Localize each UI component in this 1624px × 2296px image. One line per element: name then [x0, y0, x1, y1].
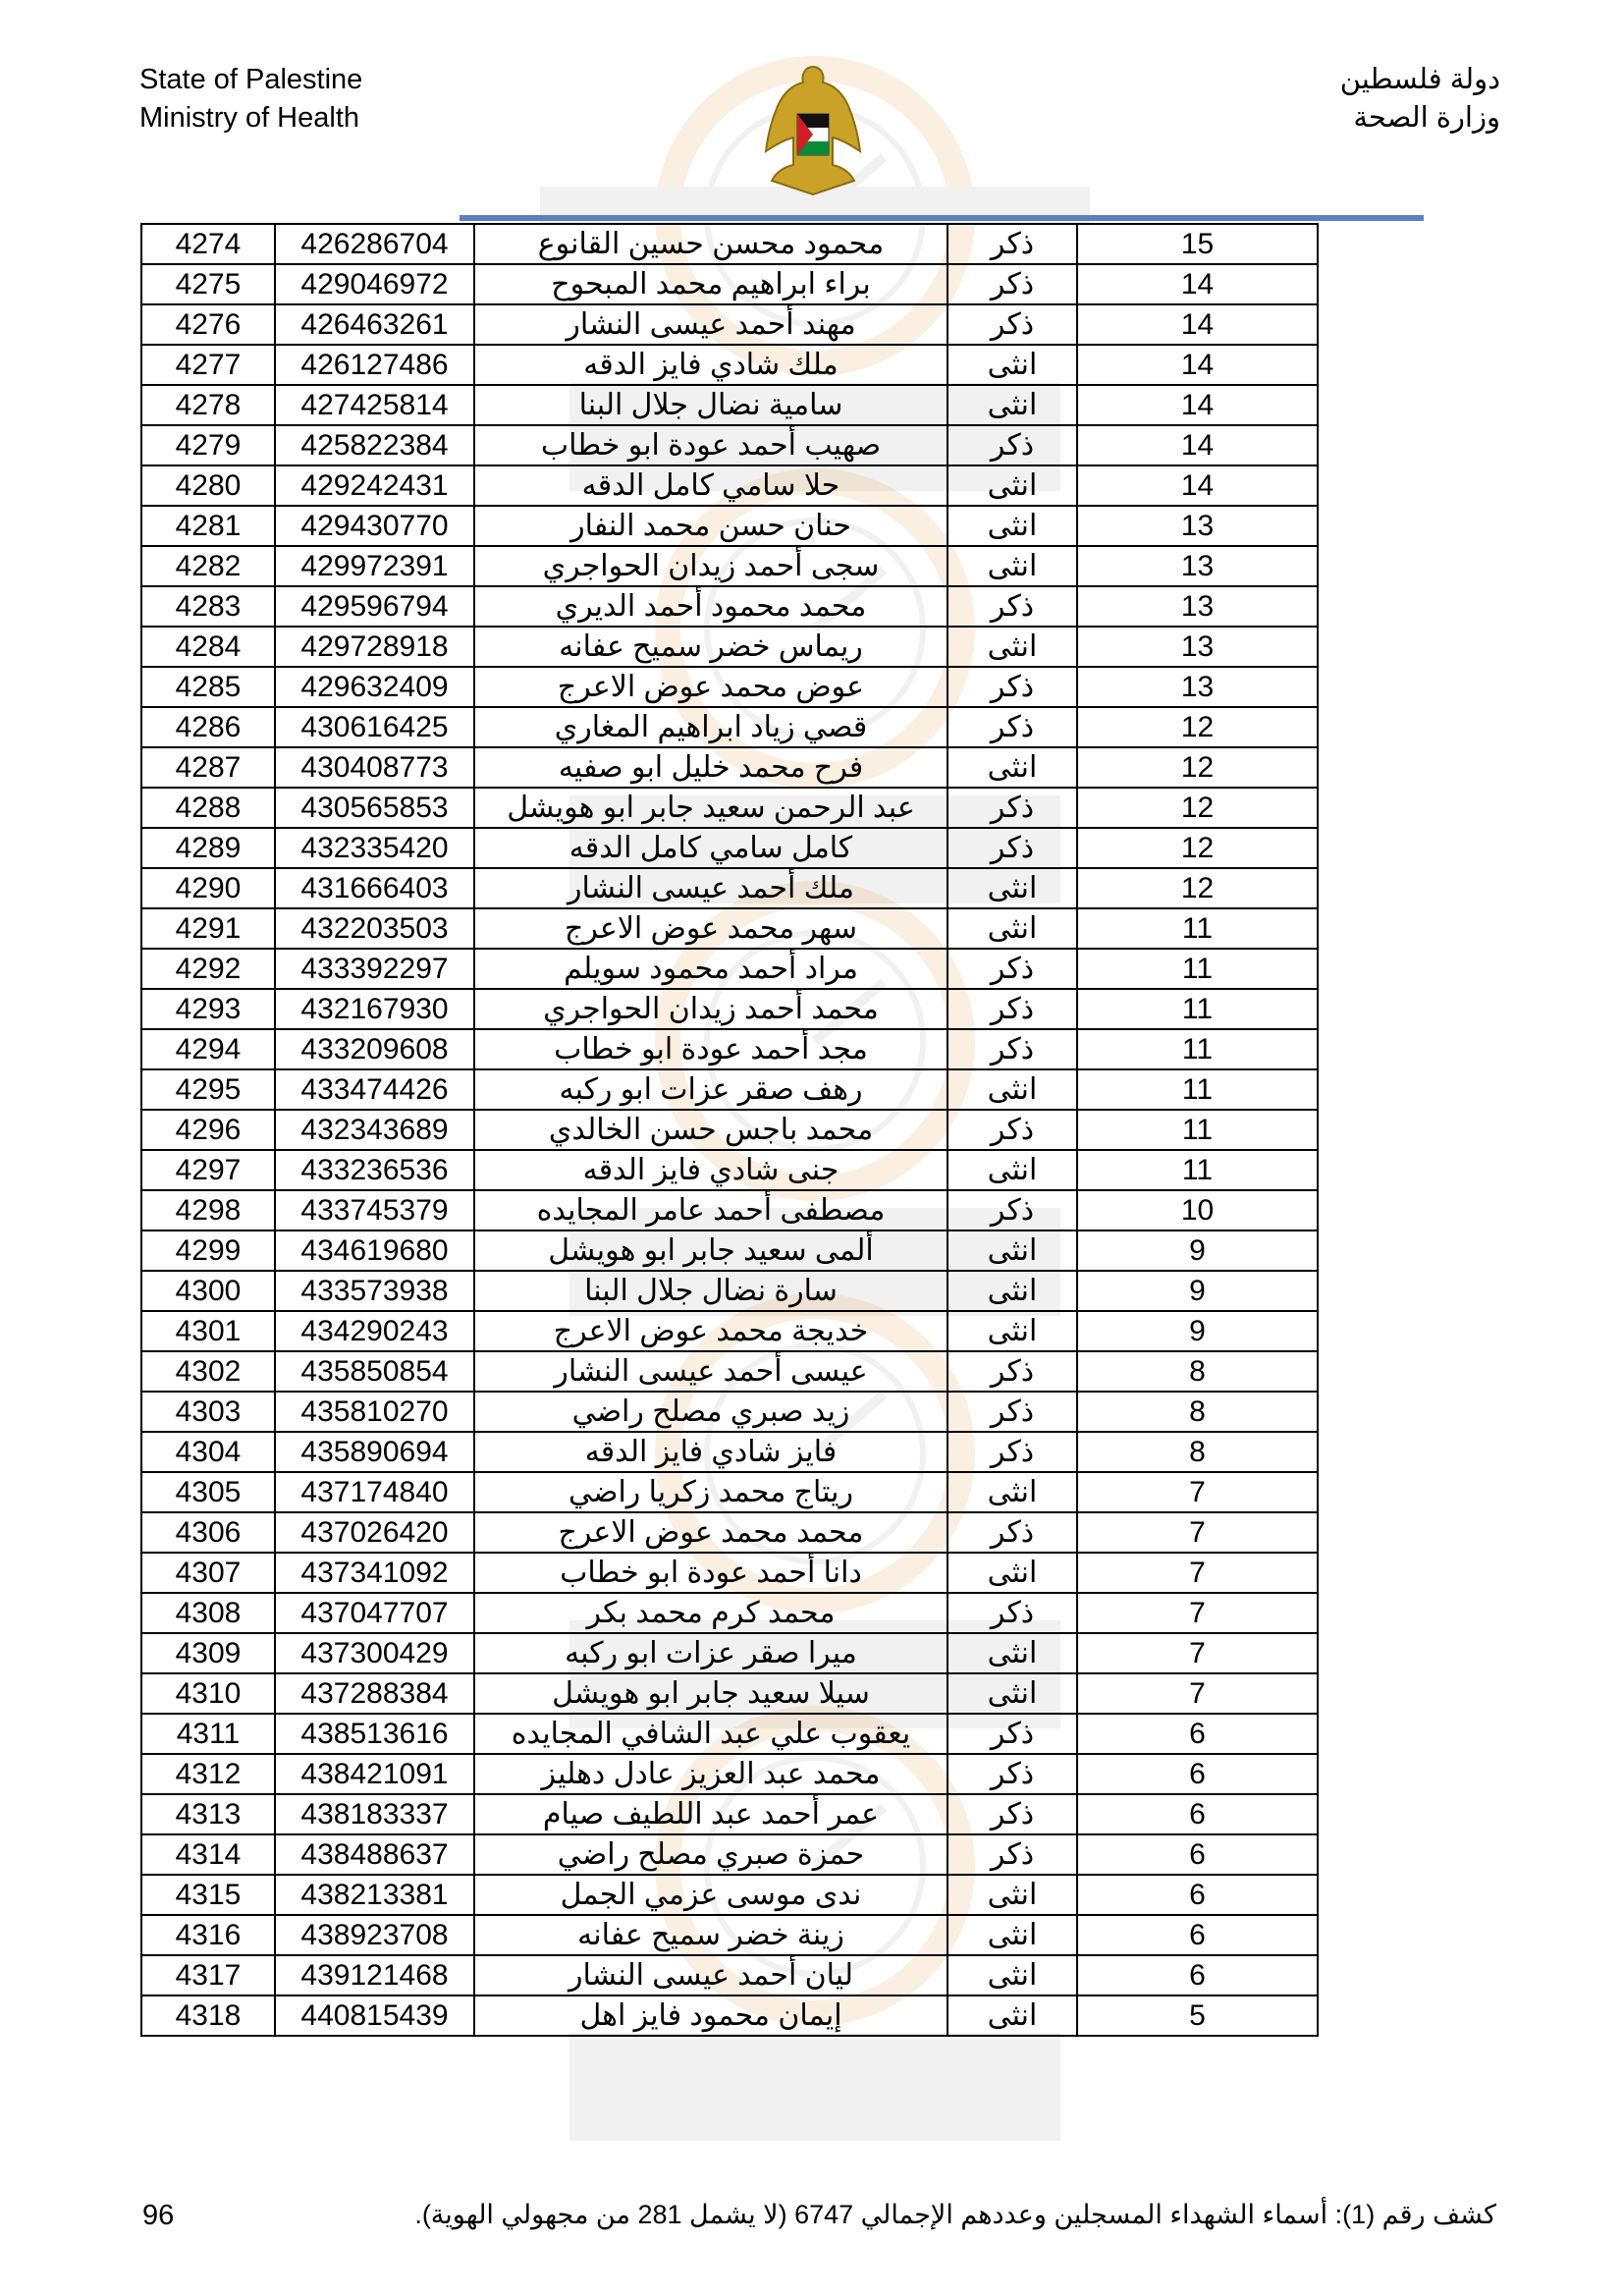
cell-name: ميرا صقر عزات ابو ركبه — [474, 1633, 947, 1673]
cell-serial: 4300 — [141, 1271, 275, 1311]
cell-serial: 4308 — [141, 1593, 275, 1633]
cell-age: 9 — [1077, 1311, 1318, 1351]
cell-id: 431666403 — [275, 868, 474, 908]
cell-gender: ذكر — [947, 788, 1077, 828]
cell-id: 433474426 — [275, 1069, 474, 1110]
cell-serial: 4297 — [141, 1150, 275, 1190]
cell-id: 427425814 — [275, 385, 474, 425]
table-row — [141, 1834, 1318, 1875]
cell-age: 12 — [1077, 868, 1318, 908]
cell-age: 7 — [1077, 1593, 1318, 1633]
eagle-emblem-icon — [754, 57, 872, 204]
cell-id: 432203503 — [275, 908, 474, 949]
cell-serial: 4311 — [141, 1714, 275, 1754]
table-row — [141, 385, 1318, 425]
cell-gender: انثى — [947, 465, 1077, 506]
cell-gender: ذكر — [947, 304, 1077, 345]
cell-id: 425822384 — [275, 425, 474, 465]
cell-age: 14 — [1077, 304, 1318, 345]
table-row — [141, 1271, 1318, 1311]
cell-id: 429242431 — [275, 465, 474, 506]
cell-gender: ذكر — [947, 1190, 1077, 1230]
cell-name: يعقوب علي عبد الشافي المجايده — [474, 1714, 947, 1754]
cell-id: 432167930 — [275, 989, 474, 1029]
cell-id: 433573938 — [275, 1271, 474, 1311]
cell-id: 437341092 — [275, 1553, 474, 1593]
cell-age: 7 — [1077, 1633, 1318, 1673]
cell-gender: ذكر — [947, 828, 1077, 868]
cell-serial: 4309 — [141, 1633, 275, 1673]
cell-gender: انثى — [947, 908, 1077, 949]
cell-gender: انثى — [947, 506, 1077, 546]
cell-serial: 4318 — [141, 1995, 275, 2036]
cell-gender: انثى — [947, 1553, 1077, 1593]
cell-age: 11 — [1077, 989, 1318, 1029]
table-row — [141, 627, 1318, 667]
cell-id: 437300429 — [275, 1633, 474, 1673]
cell-serial: 4314 — [141, 1834, 275, 1875]
cell-id: 438513616 — [275, 1714, 474, 1754]
cell-name: براء ابراهيم محمد المبحوح — [474, 264, 947, 304]
table-row — [141, 788, 1318, 828]
cell-id: 434619680 — [275, 1230, 474, 1271]
cell-name: حنان حسن محمد النفار — [474, 506, 947, 546]
cell-age: 6 — [1077, 1915, 1318, 1955]
cell-serial: 4312 — [141, 1754, 275, 1794]
cell-name: كامل سامي كامل الدقه — [474, 828, 947, 868]
cell-name: مصطفى أحمد عامر المجايده — [474, 1190, 947, 1230]
cell-gender: انثى — [947, 1955, 1077, 1995]
cell-id: 426286704 — [275, 224, 474, 264]
cell-id: 432335420 — [275, 828, 474, 868]
cell-age: 8 — [1077, 1351, 1318, 1392]
cell-name: ليان أحمد عيسى النشار — [474, 1955, 947, 1995]
cell-name: حمزة صبري مصلح راضي — [474, 1834, 947, 1875]
table-row — [141, 1593, 1318, 1633]
cell-age: 13 — [1077, 546, 1318, 586]
martyrs-table — [140, 223, 1319, 2037]
cell-age: 7 — [1077, 1553, 1318, 1593]
cell-gender: انثى — [947, 1875, 1077, 1915]
table-row — [141, 949, 1318, 989]
table-row — [141, 506, 1318, 546]
cell-gender: انثى — [947, 1915, 1077, 1955]
cell-name: زينة خضر سميح عفانه — [474, 1915, 947, 1955]
cell-age: 14 — [1077, 264, 1318, 304]
cell-name: حلا سامي كامل الدقه — [474, 465, 947, 506]
cell-id: 437174840 — [275, 1472, 474, 1512]
cell-serial: 4286 — [141, 707, 275, 747]
cell-serial: 4284 — [141, 627, 275, 667]
cell-age: 6 — [1077, 1875, 1318, 1915]
cell-name: مجد أحمد عودة ابو خطاب — [474, 1029, 947, 1069]
table-row — [141, 465, 1318, 506]
cell-name: ملك أحمد عيسى النشار — [474, 868, 947, 908]
cell-gender: ذكر — [947, 1834, 1077, 1875]
cell-name: سيلا سعيد جابر ابو هويشل — [474, 1673, 947, 1714]
cell-name: فرح محمد خليل ابو صفيه — [474, 747, 947, 788]
cell-gender: ذكر — [947, 1754, 1077, 1794]
cell-gender: ذكر — [947, 1794, 1077, 1834]
cell-age: 6 — [1077, 1714, 1318, 1754]
cell-id: 429596794 — [275, 586, 474, 627]
cell-gender: انثى — [947, 385, 1077, 425]
cell-gender: انثى — [947, 1472, 1077, 1512]
cell-name: مراد أحمد محمود سويلم — [474, 949, 947, 989]
table-row — [141, 667, 1318, 707]
cell-id: 438183337 — [275, 1794, 474, 1834]
table-row — [141, 546, 1318, 586]
header-state-ar: دولة فلسطين — [1339, 64, 1500, 95]
cell-gender: ذكر — [947, 1351, 1077, 1392]
cell-serial: 4313 — [141, 1794, 275, 1834]
cell-age: 7 — [1077, 1673, 1318, 1714]
cell-age: 14 — [1077, 425, 1318, 465]
cell-name: خديجة محمد عوض الاعرج — [474, 1311, 947, 1351]
martyrs-table-body — [141, 224, 1318, 2036]
cell-id: 426127486 — [275, 345, 474, 385]
cell-id: 429728918 — [275, 627, 474, 667]
header-left — [139, 61, 362, 137]
cell-name: ندى موسى عزمي الجمل — [474, 1875, 947, 1915]
header-right — [1340, 61, 1500, 137]
cell-id: 433209608 — [275, 1029, 474, 1069]
table-row — [141, 425, 1318, 465]
cell-gender: انثى — [947, 1633, 1077, 1673]
cell-name: سهر محمد عوض الاعرج — [474, 908, 947, 949]
cell-gender: ذكر — [947, 224, 1077, 264]
cell-age: 11 — [1077, 1150, 1318, 1190]
cell-id: 438213381 — [275, 1875, 474, 1915]
cell-age: 8 — [1077, 1432, 1318, 1472]
table-row — [141, 1875, 1318, 1915]
cell-id: 438488637 — [275, 1834, 474, 1875]
cell-gender: ذكر — [947, 667, 1077, 707]
cell-serial: 4303 — [141, 1392, 275, 1432]
cell-serial: 4294 — [141, 1029, 275, 1069]
cell-serial: 4287 — [141, 747, 275, 788]
cell-serial: 4292 — [141, 949, 275, 989]
cell-serial: 4310 — [141, 1673, 275, 1714]
table-row — [141, 747, 1318, 788]
cell-name: محمد محمود أحمد الديري — [474, 586, 947, 627]
cell-age: 13 — [1077, 586, 1318, 627]
header-ministry-en: Ministry of Health — [139, 102, 360, 134]
cell-id: 435850854 — [275, 1351, 474, 1392]
cell-name: دانا أحمد عودة ابو خطاب — [474, 1553, 947, 1593]
cell-name: جنى شادي فايز الدقه — [474, 1150, 947, 1190]
cell-age: 6 — [1077, 1754, 1318, 1794]
cell-name: مهند أحمد عيسى النشار — [474, 304, 947, 345]
cell-serial: 4276 — [141, 304, 275, 345]
cell-serial: 4290 — [141, 868, 275, 908]
table-row — [141, 1110, 1318, 1150]
cell-age: 14 — [1077, 465, 1318, 506]
cell-id: 439121468 — [275, 1955, 474, 1995]
cell-serial: 4275 — [141, 264, 275, 304]
table-row — [141, 828, 1318, 868]
cell-id: 435890694 — [275, 1432, 474, 1472]
cell-age: 5 — [1077, 1995, 1318, 2036]
table-row — [141, 345, 1318, 385]
cell-gender: انثى — [947, 627, 1077, 667]
header-state-en: State of Palestine — [139, 64, 363, 95]
cell-id: 433392297 — [275, 949, 474, 989]
cell-id: 434290243 — [275, 1311, 474, 1351]
table-row — [141, 1512, 1318, 1553]
cell-name: صهيب أحمد عودة ابو خطاب — [474, 425, 947, 465]
cell-serial: 4316 — [141, 1915, 275, 1955]
cell-serial: 4302 — [141, 1351, 275, 1392]
cell-serial: 4315 — [141, 1875, 275, 1915]
cell-name: محمد محمد عوض الاعرج — [474, 1512, 947, 1553]
table-row — [141, 1230, 1318, 1271]
table-row — [141, 1069, 1318, 1110]
cell-gender: ذكر — [947, 989, 1077, 1029]
table-row — [141, 707, 1318, 747]
cell-age: 9 — [1077, 1230, 1318, 1271]
cell-serial: 4296 — [141, 1110, 275, 1150]
cell-serial: 4280 — [141, 465, 275, 506]
table-row — [141, 1553, 1318, 1593]
cell-age: 12 — [1077, 828, 1318, 868]
table-row — [141, 264, 1318, 304]
cell-gender: انثى — [947, 1311, 1077, 1351]
cell-age: 11 — [1077, 1110, 1318, 1150]
cell-id: 437288384 — [275, 1673, 474, 1714]
cell-id: 429046972 — [275, 264, 474, 304]
table-row — [141, 1472, 1318, 1512]
cell-serial: 4304 — [141, 1432, 275, 1472]
cell-gender: انثى — [947, 1150, 1077, 1190]
cell-id: 430408773 — [275, 747, 474, 788]
table-row — [141, 1794, 1318, 1834]
cell-serial: 4317 — [141, 1955, 275, 1995]
cell-gender: ذكر — [947, 586, 1077, 627]
cell-age: 9 — [1077, 1271, 1318, 1311]
cell-name: سارة نضال جلال البنا — [474, 1271, 947, 1311]
table-row — [141, 1150, 1318, 1190]
cell-name: إيمان محمود فايز اهل — [474, 1995, 947, 2036]
cell-id: 433745379 — [275, 1190, 474, 1230]
cell-serial: 4307 — [141, 1553, 275, 1593]
cell-serial: 4274 — [141, 224, 275, 264]
cell-serial: 4285 — [141, 667, 275, 707]
cell-age: 12 — [1077, 707, 1318, 747]
cell-serial: 4306 — [141, 1512, 275, 1553]
cell-name: سامية نضال جلال البنا — [474, 385, 947, 425]
cell-serial: 4289 — [141, 828, 275, 868]
cell-serial: 4293 — [141, 989, 275, 1029]
cell-name: زيد صبري مصلح راضي — [474, 1392, 947, 1432]
cell-name: رهف صقر عزات ابو ركبه — [474, 1069, 947, 1110]
cell-age: 14 — [1077, 345, 1318, 385]
table-row — [141, 1392, 1318, 1432]
page-number: 96 — [142, 2200, 175, 2231]
table-row — [141, 1915, 1318, 1955]
cell-id: 438923708 — [275, 1915, 474, 1955]
cell-gender: ذكر — [947, 1029, 1077, 1069]
cell-age: 11 — [1077, 949, 1318, 989]
cell-age: 15 — [1077, 224, 1318, 264]
cell-serial: 4299 — [141, 1230, 275, 1271]
cell-gender: انثى — [947, 345, 1077, 385]
cell-age: 11 — [1077, 1029, 1318, 1069]
cell-serial: 4301 — [141, 1311, 275, 1351]
cell-age: 10 — [1077, 1190, 1318, 1230]
cell-age: 11 — [1077, 908, 1318, 949]
cell-gender: ذكر — [947, 1512, 1077, 1553]
table-row — [141, 989, 1318, 1029]
footer-note: كشف رقم (1): أسماء الشهداء المسجلين وعددهم الإجمالي 6747 (لا يشمل 281 من مجهولي الهوية). — [414, 2200, 1496, 2229]
cell-age: 7 — [1077, 1472, 1318, 1512]
cell-id: 430565853 — [275, 788, 474, 828]
cell-age: 6 — [1077, 1834, 1318, 1875]
cell-id: 429632409 — [275, 667, 474, 707]
cell-name: ريتاج محمد زكريا راضي — [474, 1472, 947, 1512]
cell-gender: ذكر — [947, 425, 1077, 465]
cell-id: 429430770 — [275, 506, 474, 546]
cell-gender: انثى — [947, 747, 1077, 788]
table-row — [141, 908, 1318, 949]
table-row — [141, 304, 1318, 345]
cell-id: 435810270 — [275, 1392, 474, 1432]
table-row — [141, 586, 1318, 627]
cell-id: 426463261 — [275, 304, 474, 345]
cell-name: فايز شادي فايز الدقه — [474, 1432, 947, 1472]
cell-age: 8 — [1077, 1392, 1318, 1432]
cell-name: قصي زياد ابراهيم المغاري — [474, 707, 947, 747]
cell-id: 437026420 — [275, 1512, 474, 1553]
cell-age: 13 — [1077, 506, 1318, 546]
cell-gender: ذكر — [947, 1392, 1077, 1432]
table-row — [141, 1754, 1318, 1794]
table-row — [141, 1190, 1318, 1230]
cell-age: 12 — [1077, 747, 1318, 788]
cell-age: 6 — [1077, 1955, 1318, 1995]
cell-name: محمد عبد العزيز عادل دهليز — [474, 1754, 947, 1794]
header-divider — [460, 215, 1424, 221]
cell-gender: ذكر — [947, 264, 1077, 304]
cell-name: ألمى سعيد جابر ابو هويشل — [474, 1230, 947, 1271]
cell-gender: ذكر — [947, 949, 1077, 989]
table-row — [141, 1633, 1318, 1673]
cell-name: ملك شادي فايز الدقه — [474, 345, 947, 385]
table-row — [141, 1351, 1318, 1392]
cell-gender: ذكر — [947, 1110, 1077, 1150]
cell-name: محمد كرم محمد بكر — [474, 1593, 947, 1633]
cell-gender: انثى — [947, 546, 1077, 586]
table-row — [141, 1673, 1318, 1714]
cell-id: 429972391 — [275, 546, 474, 586]
cell-name: عيسى أحمد عيسى النشار — [474, 1351, 947, 1392]
table-row — [141, 1029, 1318, 1069]
cell-serial: 4278 — [141, 385, 275, 425]
cell-gender: ذكر — [947, 1714, 1077, 1754]
cell-gender: انثى — [947, 1271, 1077, 1311]
cell-age: 13 — [1077, 627, 1318, 667]
cell-serial: 4279 — [141, 425, 275, 465]
cell-name: محمد باجس حسن الخالدي — [474, 1110, 947, 1150]
table-row — [141, 224, 1318, 264]
cell-gender: انثى — [947, 1069, 1077, 1110]
table-row — [141, 1311, 1318, 1351]
cell-id: 440815439 — [275, 1995, 474, 2036]
table-row — [141, 868, 1318, 908]
table-row — [141, 1995, 1318, 2036]
cell-serial: 4298 — [141, 1190, 275, 1230]
cell-id: 437047707 — [275, 1593, 474, 1633]
cell-name: عمر أحمد عبد اللطيف صيام — [474, 1794, 947, 1834]
cell-serial: 4291 — [141, 908, 275, 949]
cell-serial: 4288 — [141, 788, 275, 828]
cell-age: 7 — [1077, 1512, 1318, 1553]
cell-name: ريماس خضر سميح عفانه — [474, 627, 947, 667]
cell-name: عبد الرحمن سعيد جابر ابو هويشل — [474, 788, 947, 828]
table-row — [141, 1714, 1318, 1754]
cell-serial: 4281 — [141, 506, 275, 546]
cell-age: 12 — [1077, 788, 1318, 828]
cell-serial: 4283 — [141, 586, 275, 627]
cell-gender: انثى — [947, 1230, 1077, 1271]
cell-id: 433236536 — [275, 1150, 474, 1190]
cell-gender: انثى — [947, 1673, 1077, 1714]
cell-age: 13 — [1077, 667, 1318, 707]
cell-gender: ذكر — [947, 1593, 1077, 1633]
cell-serial: 4305 — [141, 1472, 275, 1512]
cell-age: 14 — [1077, 385, 1318, 425]
cell-id: 438421091 — [275, 1754, 474, 1794]
cell-name: عوض محمد عوض الاعرج — [474, 667, 947, 707]
cell-gender: ذكر — [947, 707, 1077, 747]
cell-gender: انثى — [947, 1995, 1077, 2036]
cell-id: 430616425 — [275, 707, 474, 747]
cell-name: محمد أحمد زيدان الحواجري — [474, 989, 947, 1029]
cell-age: 6 — [1077, 1794, 1318, 1834]
cell-age: 11 — [1077, 1069, 1318, 1110]
table-row — [141, 1432, 1318, 1472]
cell-serial: 4277 — [141, 345, 275, 385]
cell-name: محمود محسن حسين القانوع — [474, 224, 947, 264]
cell-gender: انثى — [947, 868, 1077, 908]
cell-name: سجى أحمد زيدان الحواجري — [474, 546, 947, 586]
cell-serial: 4295 — [141, 1069, 275, 1110]
cell-id: 432343689 — [275, 1110, 474, 1150]
table-row — [141, 1955, 1318, 1995]
cell-serial: 4282 — [141, 546, 275, 586]
header-ministry-ar: وزارة الصحة — [1353, 102, 1500, 134]
cell-gender: ذكر — [947, 1432, 1077, 1472]
